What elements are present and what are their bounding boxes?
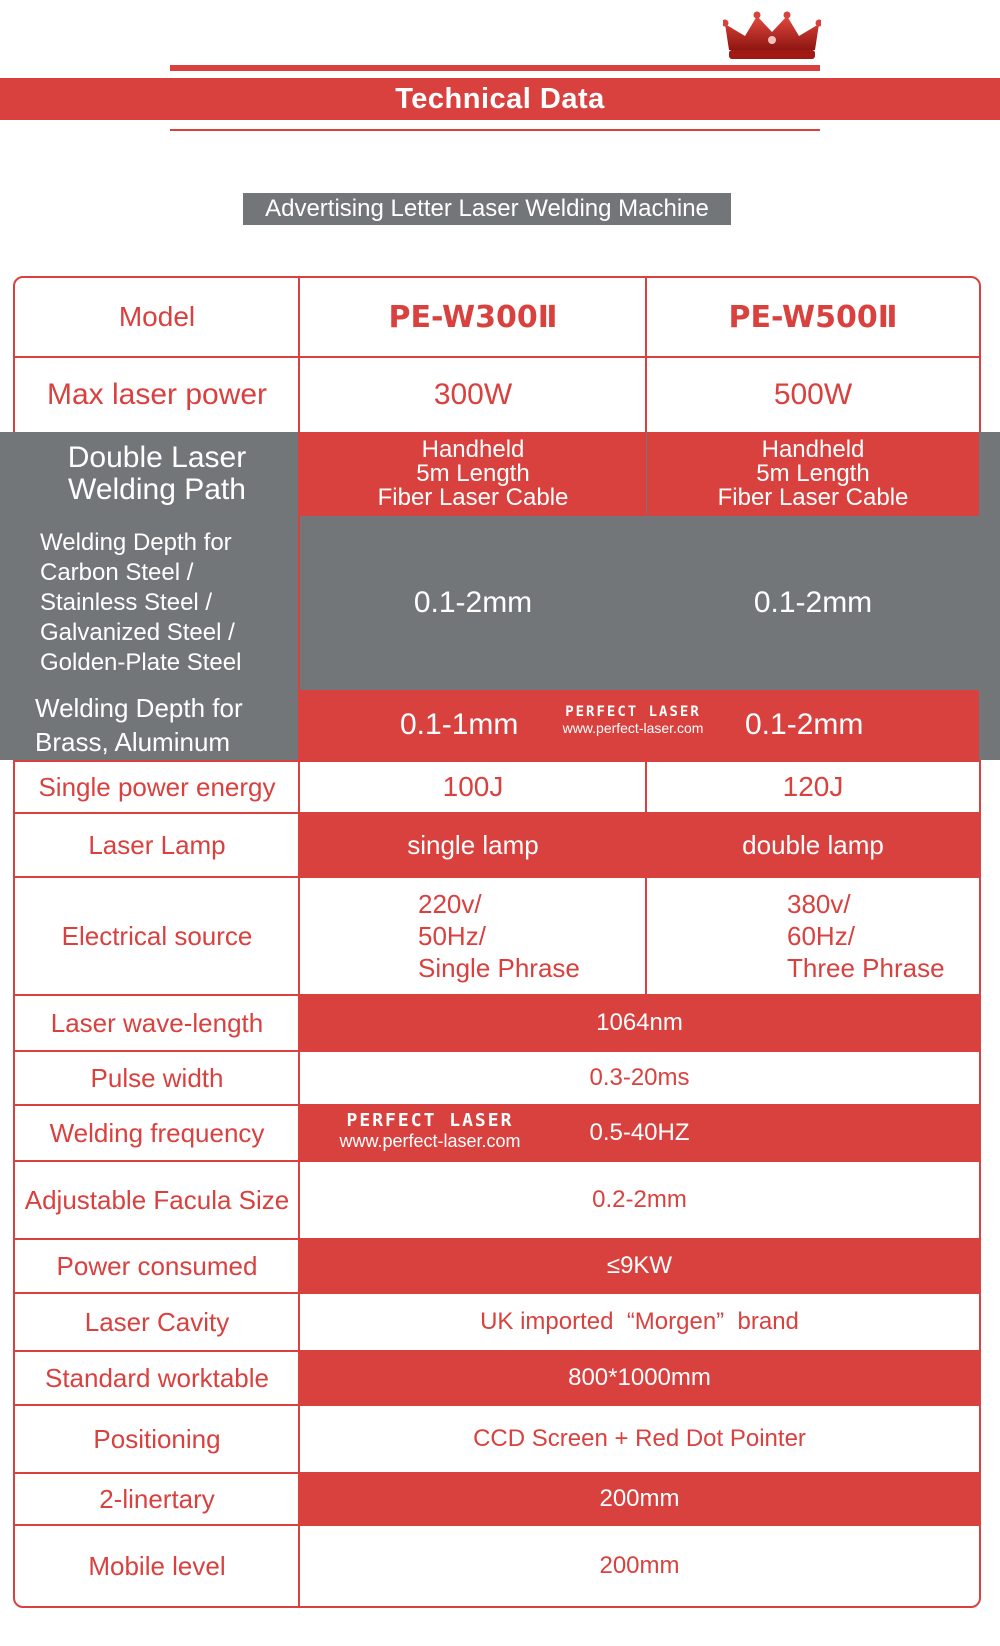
line: 50Hz/ bbox=[418, 921, 486, 951]
line: 380v/ bbox=[787, 889, 851, 919]
line: 60Hz/ bbox=[787, 921, 855, 951]
line: 220v/ bbox=[418, 889, 482, 919]
line: Fiber Laser Cable bbox=[717, 484, 909, 511]
cell-value: 100J bbox=[442, 771, 504, 802]
cell-value bbox=[647, 878, 979, 994]
line: 5m Length bbox=[756, 460, 870, 487]
cell-value: single lamp bbox=[407, 829, 539, 860]
row-divider bbox=[15, 1350, 979, 1352]
label-line: Welding Path bbox=[68, 473, 246, 506]
line: Handheld bbox=[761, 436, 865, 463]
label-line: Galvanized Steel / bbox=[40, 619, 235, 646]
row-divider bbox=[15, 1292, 979, 1294]
model-w500: PE-W500Ⅱ bbox=[728, 299, 898, 335]
table-row-frequency bbox=[15, 1106, 979, 1160]
table-row-mobile bbox=[15, 1526, 979, 1606]
row-divider bbox=[15, 1160, 979, 1162]
table-row-linertary bbox=[15, 1474, 979, 1524]
table-row-model bbox=[15, 278, 979, 356]
column-divider bbox=[645, 762, 647, 812]
cell-value: 0.1-2mm bbox=[647, 518, 979, 688]
table-row-depth-brass bbox=[0, 690, 979, 760]
row-divider bbox=[15, 1472, 979, 1474]
table-row-positioning bbox=[15, 1406, 979, 1472]
row-label: Max laser power bbox=[46, 378, 268, 411]
cell-value: 200mm bbox=[599, 1552, 680, 1579]
row-label: Welding frequency bbox=[49, 1117, 265, 1148]
cell-value: 500W bbox=[773, 378, 853, 411]
row-divider bbox=[15, 994, 979, 996]
table-row-wavelength bbox=[15, 996, 979, 1050]
table-row-cavity bbox=[15, 1294, 979, 1350]
label-line: Stainless Steel / bbox=[40, 589, 213, 616]
label-line: Welding Depth for bbox=[35, 693, 243, 723]
cell-value bbox=[300, 878, 646, 994]
cell-value: 1064nm bbox=[300, 996, 979, 1050]
row-label: Mobile level bbox=[88, 1550, 226, 1581]
column-divider bbox=[645, 278, 647, 432]
row-label: Electrical source bbox=[61, 920, 253, 951]
table-row-power bbox=[15, 1240, 979, 1292]
table-row-worktable bbox=[15, 1352, 979, 1404]
table-row-facula bbox=[15, 1162, 979, 1238]
label-line: Carbon Steel / bbox=[40, 559, 194, 586]
row-divider bbox=[15, 356, 979, 358]
row-label: Power consumed bbox=[56, 1250, 258, 1281]
logo-brand: PERFECT LASER bbox=[565, 704, 701, 720]
row-label: Positioning bbox=[93, 1423, 221, 1454]
cell-value bbox=[647, 432, 979, 516]
logo-url: www.perfect-laser.com bbox=[339, 1131, 521, 1151]
row-label: Model bbox=[118, 301, 196, 332]
row-label: Laser Cavity bbox=[84, 1306, 230, 1337]
row-divider bbox=[15, 1104, 979, 1106]
row-label: Standard worktable bbox=[44, 1362, 270, 1393]
table-row-depth-steel bbox=[15, 518, 979, 688]
line: Handheld bbox=[421, 436, 525, 463]
row-divider bbox=[15, 1050, 979, 1052]
cell-value: 0.1-2mm bbox=[300, 518, 646, 688]
table-row-single-energy bbox=[15, 762, 979, 812]
cell-value: CCD Screen + Red Dot Pointer bbox=[473, 1425, 806, 1452]
table-row-welding-path bbox=[0, 432, 979, 516]
model-w300: PE-W300Ⅱ bbox=[388, 299, 558, 335]
table-row-electrical bbox=[15, 878, 979, 994]
column-divider bbox=[298, 278, 300, 1606]
row-label bbox=[15, 518, 299, 688]
header-top-bar bbox=[170, 65, 820, 71]
cell-value: 0.3-20ms bbox=[589, 1064, 690, 1091]
row-divider bbox=[15, 812, 979, 814]
cell-value: 800*1000mm bbox=[300, 1352, 979, 1404]
table-row-lamp bbox=[15, 814, 979, 876]
product-subtitle: Advertising Letter Laser Welding Machine bbox=[243, 193, 731, 225]
cell-value: 0.5-40HZ bbox=[300, 1106, 979, 1160]
header-bottom-bar bbox=[170, 129, 820, 131]
column-divider bbox=[645, 878, 647, 994]
line: Single Phrase bbox=[418, 953, 580, 983]
watermark-logo bbox=[548, 704, 718, 736]
row-label: Adjustable Facula Size bbox=[24, 1184, 290, 1215]
row-label bbox=[15, 690, 299, 760]
page-title: Technical Data bbox=[0, 78, 1000, 120]
cell-value bbox=[300, 432, 646, 516]
table-row-pulse bbox=[15, 1052, 979, 1104]
row-divider bbox=[15, 1238, 979, 1240]
cell-value: ≤9KW bbox=[300, 1240, 979, 1292]
row-divider bbox=[15, 876, 979, 878]
line: Three Phrase bbox=[787, 953, 945, 983]
logo-url: www.perfect-laser.com bbox=[562, 720, 704, 736]
watermark-logo bbox=[315, 1110, 545, 1152]
row-label: Single power energy bbox=[38, 771, 276, 802]
row-label: 2-linertary bbox=[99, 1483, 215, 1514]
label-line: Brass, Aluminum bbox=[35, 727, 231, 757]
cell-value: UK imported “Morgen” brand bbox=[480, 1308, 799, 1335]
cell-value: 0.1-2mm bbox=[745, 708, 864, 741]
row-label: Pulse width bbox=[90, 1062, 224, 1093]
line: 5m Length bbox=[416, 460, 530, 487]
row-divider bbox=[15, 760, 979, 762]
cell-value: double lamp bbox=[742, 829, 884, 860]
label-line: Welding Depth for bbox=[40, 529, 232, 556]
cell-value: 0.1-1mm bbox=[400, 708, 519, 741]
cell-value: 120J bbox=[782, 771, 844, 802]
cell-value: 0.2-2mm bbox=[592, 1186, 687, 1213]
cell-value: 200mm bbox=[300, 1474, 979, 1524]
row-divider bbox=[15, 1404, 979, 1406]
row-label: Laser wave-length bbox=[50, 1007, 264, 1038]
line: Fiber Laser Cable bbox=[377, 484, 569, 511]
cell-value: 300W bbox=[433, 378, 513, 411]
row-divider bbox=[15, 1524, 979, 1526]
label-line: Double Laser bbox=[67, 441, 247, 474]
logo-brand: PERFECT LASER bbox=[346, 1110, 514, 1131]
label-line: Golden-Plate Steel bbox=[40, 649, 242, 676]
row-label: Laser Lamp bbox=[88, 829, 226, 860]
row-label bbox=[15, 432, 299, 516]
table-row-max-power bbox=[15, 358, 979, 432]
crown-icon bbox=[723, 10, 821, 62]
